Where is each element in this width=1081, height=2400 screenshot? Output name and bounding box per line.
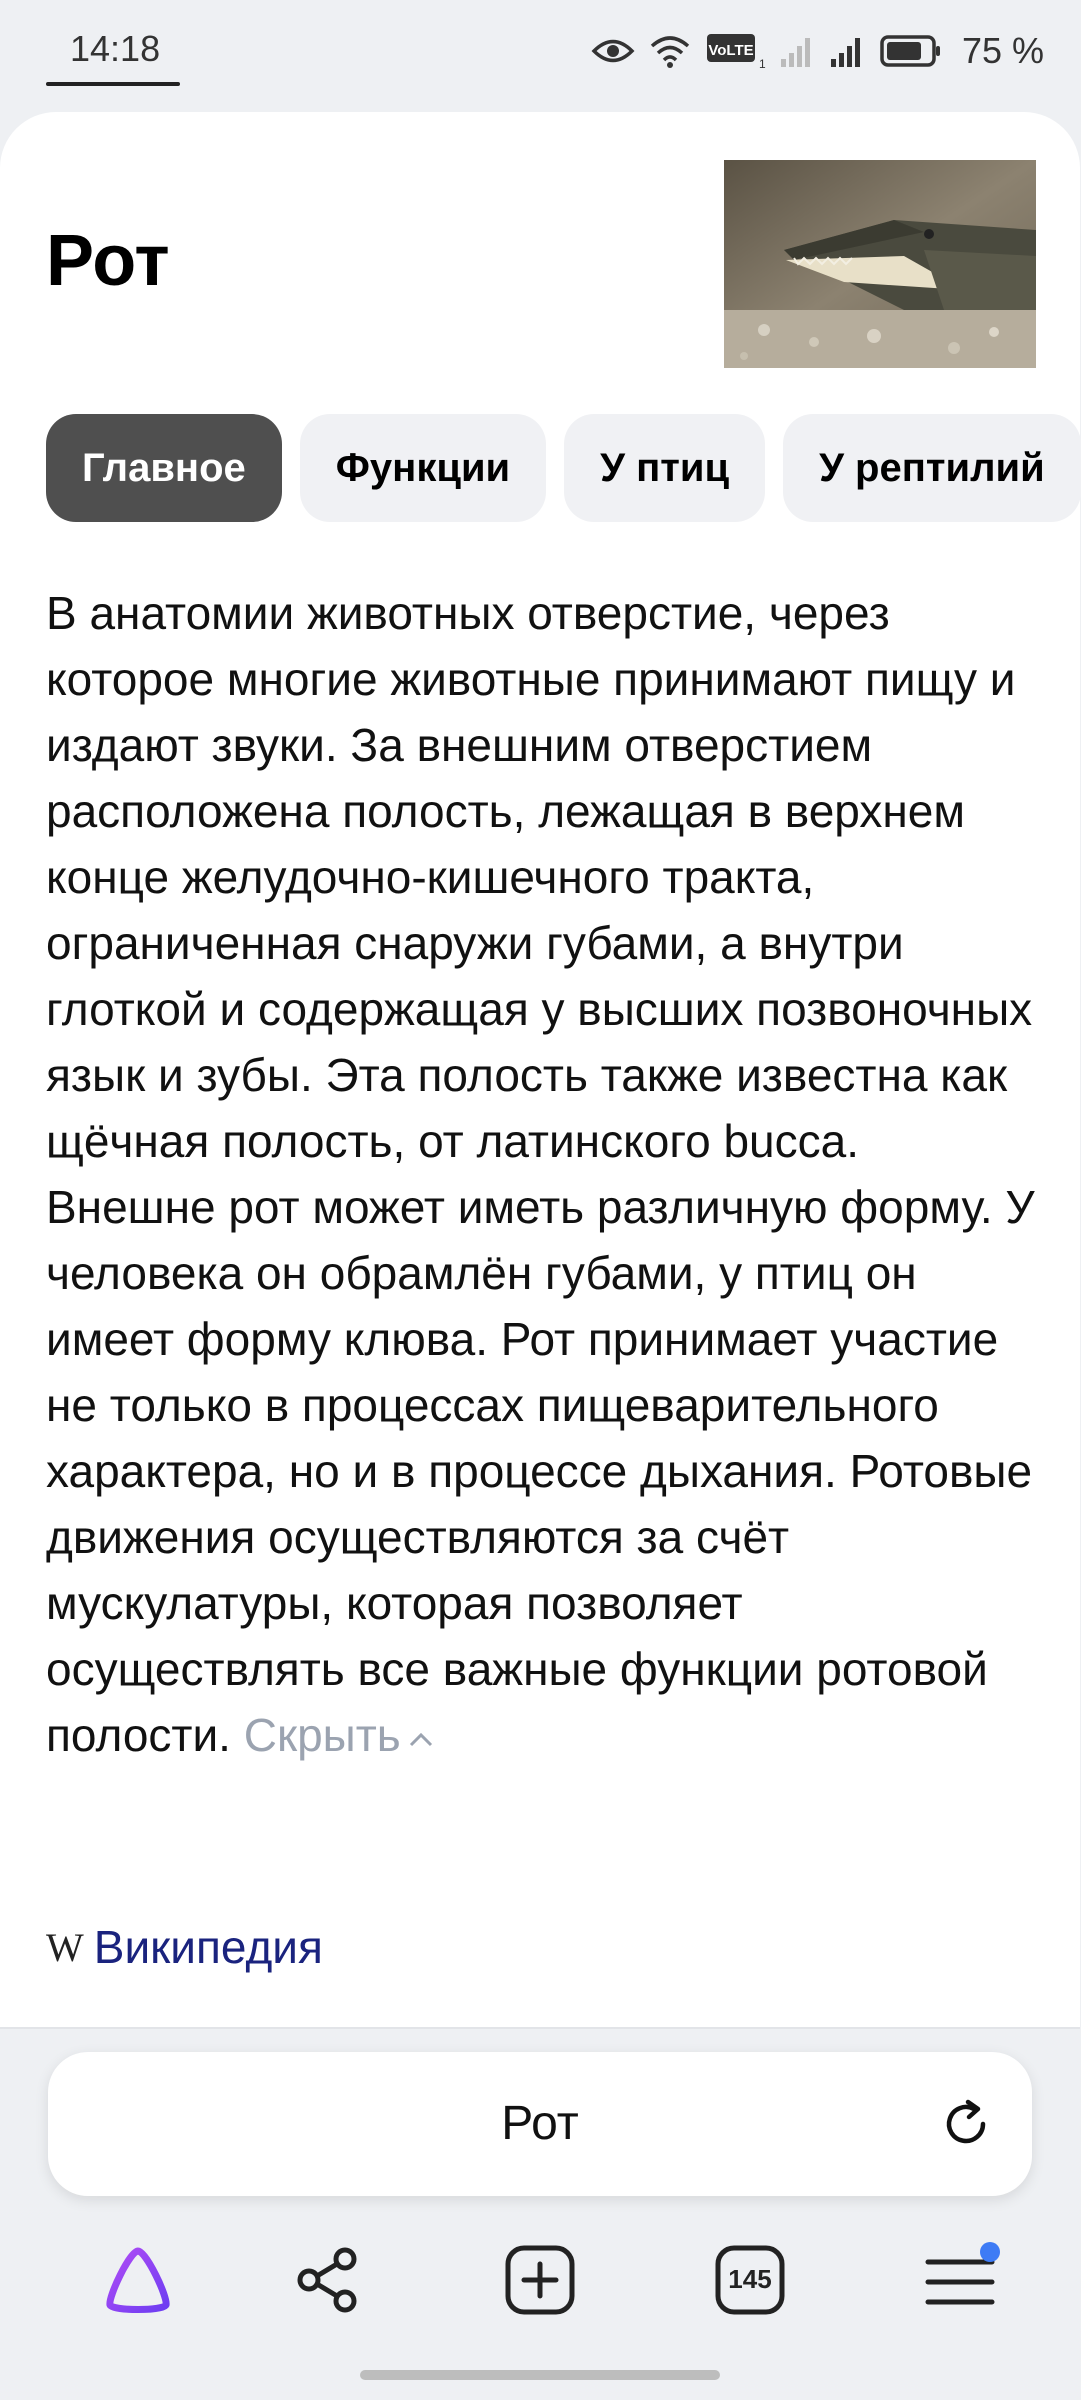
- share-icon: [293, 2245, 363, 2315]
- svg-text:1: 1: [758, 57, 766, 71]
- article-text: В анатомии животных отверстие, через которое многие животные принимают пищу и издают звуки. За внешним отверстием расположена полость, лежащая в верхнем конце желудочно-кишечного тракта, ограниченная снаружи губами, а внутри глоткой и содержащая у высших позвоночных язык и зубы. Эта полость также известна как щёчная полость, от латинского bucca. Внешне рот может иметь различную форму. У человека он обрамлён губами, у птиц он имеет форму клюва. Рот принимает участие не только в процессах пищеварительного характера, но и в процессе дыхания. Ротовые движения осуществляются за счёт мускулатуры, которая позволяет осуществлять все важные функции ротовой полости.: [46, 587, 1035, 1761]
- status-time: 14:18: [70, 28, 161, 69]
- alice-button[interactable]: [88, 2230, 188, 2330]
- knowledge-card: [0, 112, 1080, 2027]
- volte-label: VoLTE: [708, 42, 754, 59]
- tabs-count: 145: [728, 2264, 772, 2294]
- notification-dot: [980, 2242, 1000, 2262]
- wifi-icon: [650, 34, 690, 68]
- status-bar: [0, 0, 1080, 105]
- reload-icon[interactable]: [936, 2094, 996, 2154]
- source-link[interactable]: [46, 1920, 323, 1974]
- search-query[interactable]: Рот: [501, 2097, 579, 2150]
- status-icons: [592, 26, 1044, 76]
- new-tab-icon: [504, 2244, 576, 2316]
- tab-birds[interactable]: У птиц: [564, 414, 765, 522]
- page-title: Рот: [46, 221, 170, 301]
- collapse-button[interactable]: [244, 1709, 435, 1761]
- crocodile-photo: [724, 160, 1036, 368]
- share-button[interactable]: [278, 2230, 378, 2330]
- tab-reptiles[interactable]: У рептилий: [783, 414, 1081, 522]
- signal-icon: [780, 35, 814, 67]
- collapse-label: Скрыть: [243, 1709, 401, 1761]
- status-underline: [46, 82, 180, 86]
- battery-percent: 75 %: [961, 30, 1044, 71]
- volte-icon: [706, 32, 764, 70]
- article-thumbnail[interactable]: [724, 160, 1036, 368]
- battery-icon: [880, 35, 942, 67]
- bottom-nav: [0, 2230, 1080, 2340]
- home-indicator[interactable]: [360, 2370, 720, 2380]
- tab-main[interactable]: Главное: [46, 414, 282, 522]
- article-tabs: [46, 414, 1080, 522]
- divider: [0, 2027, 1080, 2029]
- eye-icon: [592, 36, 634, 66]
- alice-icon: [100, 2245, 176, 2315]
- article-body: [46, 580, 1036, 1768]
- tabs-button[interactable]: [700, 2230, 800, 2330]
- wikipedia-logo: W: [46, 1924, 84, 1970]
- chevron-up-icon: [407, 1729, 435, 1749]
- tab-functions[interactable]: Функции: [300, 414, 546, 522]
- wikipedia-link[interactable]: Википедия: [93, 1921, 323, 1973]
- new-tab-button[interactable]: [490, 2230, 590, 2330]
- menu-button[interactable]: [912, 2230, 1012, 2330]
- menu-icon: [922, 2240, 1002, 2320]
- signal-icon: [830, 35, 864, 67]
- search-bar[interactable]: [48, 2052, 1032, 2196]
